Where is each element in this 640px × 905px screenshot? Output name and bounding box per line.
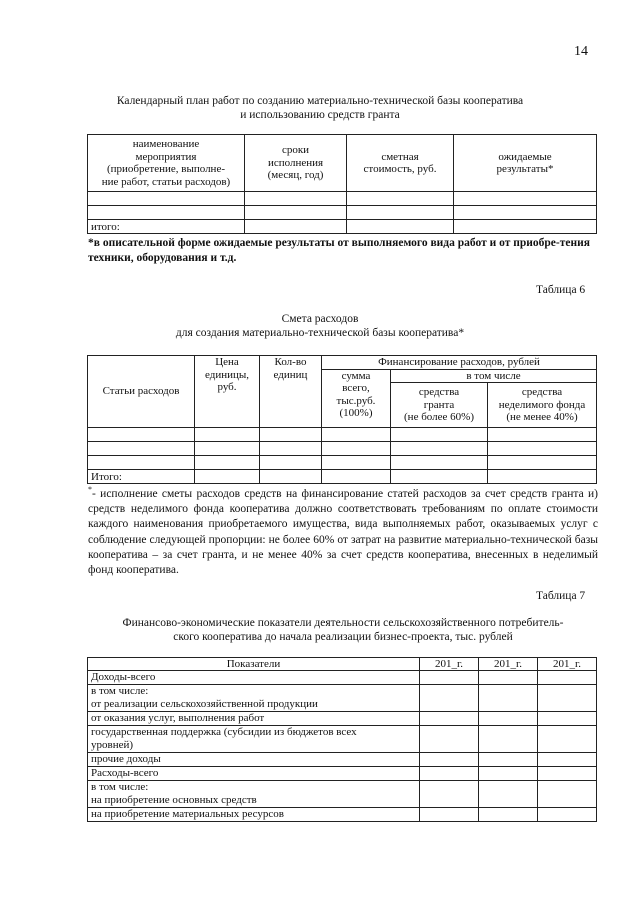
header-line: ние работ, статьи расходов) xyxy=(101,175,231,188)
table-cell[interactable] xyxy=(88,442,195,456)
table-cell[interactable] xyxy=(88,192,245,206)
table-cell[interactable] xyxy=(88,456,195,470)
table-cell[interactable] xyxy=(488,456,597,470)
plan-title-line2: и использованию средств гранта xyxy=(240,109,400,121)
budget-col-financing: Финансирование расходов, рублей xyxy=(322,356,597,370)
table-cell[interactable] xyxy=(322,456,391,470)
row-label-line: от оказания услуг, выполнения работ xyxy=(91,712,265,724)
table-cell[interactable] xyxy=(538,808,597,822)
header-line: тыс.руб. xyxy=(336,394,376,407)
header-line: единиц xyxy=(273,368,308,381)
table-cell[interactable] xyxy=(88,206,245,220)
table-row xyxy=(88,456,597,470)
budget-footnote-text: - исполнение сметы расходов средств на финансирование статей расходов за счет средств гранта и) средств неделимого фонда кооператива должно соответствовать требованиям по оплате стоимости каждого наименования приобретаемого имущества, вида выполняемых работ, оказываемых услуг с соблюдение следующей пропорции: не более 60% от затрат на развитие материально-технической базы кооператива – за счет гранта, и не менее 40% за счет средств кооператива, внесенных в неделимый фонд кооператива. xyxy=(88,487,598,577)
table-cell[interactable] xyxy=(245,192,347,206)
indicators-header-row xyxy=(88,658,597,671)
table-cell[interactable] xyxy=(479,671,538,685)
table6-title xyxy=(100,312,540,340)
header-line: мероприятия xyxy=(135,150,197,163)
table-row xyxy=(88,726,597,753)
table-cell[interactable] xyxy=(260,428,322,442)
table-row xyxy=(88,685,597,712)
header-line: средства xyxy=(521,386,563,399)
table-cell[interactable] xyxy=(391,456,488,470)
table-cell[interactable] xyxy=(88,428,195,442)
table-cell[interactable] xyxy=(260,442,322,456)
header-line: единицы, xyxy=(204,368,250,381)
header-line: (не более 60%) xyxy=(404,411,474,424)
row-label xyxy=(88,671,420,685)
header-line: (не менее 40%) xyxy=(506,411,578,424)
table-cell[interactable] xyxy=(538,712,597,726)
budget-footnote-mark: * xyxy=(88,485,92,494)
plan-title xyxy=(100,94,540,122)
table-row xyxy=(88,781,597,808)
plan-col-results xyxy=(454,135,597,192)
table-cell[interactable] xyxy=(420,726,479,753)
header-line: результаты* xyxy=(496,163,554,175)
table-cell[interactable] xyxy=(538,685,597,712)
header-line: Кол-во xyxy=(274,356,307,368)
budget-header-row-1 xyxy=(88,356,597,370)
table-cell[interactable] xyxy=(488,428,597,442)
table-cell[interactable] xyxy=(322,428,391,442)
row-label-line: в том числе: xyxy=(91,781,149,793)
header-line: сметная xyxy=(381,150,419,163)
page-number: 14 xyxy=(574,44,588,59)
table-row xyxy=(88,206,597,220)
row-label-line: Расходы-всего xyxy=(91,767,159,779)
table-row xyxy=(88,671,597,685)
table7-title xyxy=(88,616,598,644)
header-line: руб. xyxy=(217,381,237,393)
table-cell[interactable] xyxy=(538,767,597,781)
row-label-line: Доходы-всего xyxy=(91,671,156,683)
table-row xyxy=(88,753,597,767)
table-cell[interactable] xyxy=(347,206,454,220)
indicators-table xyxy=(87,657,597,822)
row-label-line: государственная поддержка (субсидии из бюджетов всех xyxy=(91,726,357,738)
table-cell[interactable] xyxy=(245,206,347,220)
table-cell[interactable] xyxy=(391,428,488,442)
table-cell[interactable] xyxy=(479,753,538,767)
table6-title-line2: для создания материально-технической базы кооператива* xyxy=(175,327,465,339)
header-line: наименование xyxy=(132,138,200,150)
header-line: (месяц, год) xyxy=(267,169,324,182)
table-cell[interactable] xyxy=(420,781,479,808)
table-cell[interactable] xyxy=(420,767,479,781)
row-label xyxy=(88,712,420,726)
table-cell[interactable] xyxy=(538,671,597,685)
plan-col-dates xyxy=(245,135,347,192)
row-label xyxy=(88,753,420,767)
budget-table xyxy=(87,355,597,484)
table-row xyxy=(88,712,597,726)
table-cell[interactable] xyxy=(420,753,479,767)
header-line: (приобретение, выполне- xyxy=(106,163,225,175)
header-line: Цена xyxy=(215,356,239,368)
table-cell[interactable] xyxy=(454,192,597,206)
header-line: исполнения xyxy=(267,156,324,169)
budget-col-including: в том числе xyxy=(391,369,597,383)
table-row xyxy=(88,192,597,206)
header-line: неделимого фонда xyxy=(498,398,586,411)
row-label-line: на приобретение материальных ресурсов xyxy=(91,808,284,820)
table-cell[interactable] xyxy=(195,428,260,442)
plan-header-row xyxy=(88,135,597,192)
table6-title-line1: Смета расходов xyxy=(281,313,359,325)
table-cell[interactable] xyxy=(479,726,538,753)
table7-title-line2: ского кооператива до начала реализации бизнес-проекта, тыс. рублей xyxy=(173,631,513,643)
plan-footnote: *в описательной форме ожидаемые результаты от выполняемого вида работ и от приобре-тения техники, оборудования и т.д. xyxy=(88,237,590,264)
budget-col-qty xyxy=(260,356,322,428)
budget-col-indivisible xyxy=(488,383,597,428)
table-cell[interactable] xyxy=(195,456,260,470)
table-cell[interactable] xyxy=(420,712,479,726)
indicators-col-year: 201_г. xyxy=(420,658,479,671)
table-row xyxy=(88,442,597,456)
plan-total-row xyxy=(88,220,597,234)
table-cell[interactable] xyxy=(454,220,597,234)
indicators-col-year: 201_г. xyxy=(479,658,538,671)
header-line: ожидаемые xyxy=(498,150,552,163)
row-label xyxy=(88,685,420,712)
header-line: гранта xyxy=(423,398,455,411)
table-cell[interactable] xyxy=(479,808,538,822)
table-row xyxy=(88,808,597,822)
budget-col-price xyxy=(195,356,260,428)
table-cell[interactable] xyxy=(479,685,538,712)
table-cell[interactable] xyxy=(538,726,597,753)
table-cell[interactable] xyxy=(347,220,454,234)
table-cell[interactable] xyxy=(245,220,347,234)
table-row xyxy=(88,428,597,442)
table6-label: Таблица 6 xyxy=(536,284,586,296)
table-cell[interactable] xyxy=(195,442,260,456)
table-cell[interactable] xyxy=(347,192,454,206)
table-cell[interactable] xyxy=(420,685,479,712)
row-label xyxy=(88,808,420,822)
table-cell[interactable] xyxy=(479,781,538,808)
header-line: всего, xyxy=(342,382,370,394)
row-label-line: в том числе: xyxy=(91,685,149,697)
table-cell[interactable] xyxy=(538,781,597,808)
budget-col-items: Статьи расходов xyxy=(88,356,195,428)
table-cell[interactable] xyxy=(420,671,479,685)
plan-total-label: итого: xyxy=(88,220,245,234)
table-cell[interactable] xyxy=(322,442,391,456)
row-label-line: уровней) xyxy=(91,739,134,751)
budget-col-grant xyxy=(391,383,488,428)
row-label xyxy=(88,767,420,781)
budget-total-label: Итого: xyxy=(88,470,195,484)
table-cell[interactable] xyxy=(538,753,597,767)
header-line: стоимость, руб. xyxy=(363,163,437,175)
row-label-line: прочие доходы xyxy=(91,753,161,765)
header-line: сроки xyxy=(281,144,310,157)
budget-footnote xyxy=(88,482,598,579)
row-label xyxy=(88,726,420,753)
plan-title-line1: Календарный план работ по созданию материально-технической базы кооператива xyxy=(116,95,524,107)
table-cell[interactable] xyxy=(488,442,597,456)
table-cell[interactable] xyxy=(479,712,538,726)
indicators-col-year: 201_г. xyxy=(538,658,597,671)
header-line: (100%) xyxy=(339,407,373,419)
table7-title-line1: Финансово-экономические показатели деятельности сельскохозяйственного потребитель- xyxy=(122,617,564,629)
table-cell[interactable] xyxy=(479,767,538,781)
table-cell[interactable] xyxy=(420,808,479,822)
table-cell[interactable] xyxy=(391,442,488,456)
table-cell[interactable] xyxy=(454,206,597,220)
indicators-col-name: Показатели xyxy=(88,658,420,671)
header-line: сумма xyxy=(341,369,371,382)
row-label-line: от реализации сельскохозяйственной продукции xyxy=(91,698,318,710)
budget-col-total xyxy=(322,369,391,428)
row-label-line: на приобретение основных средств xyxy=(91,794,257,806)
table-row xyxy=(88,767,597,781)
row-label xyxy=(88,781,420,808)
plan-table xyxy=(87,134,597,234)
table-cell[interactable] xyxy=(260,456,322,470)
table7-label: Таблица 7 xyxy=(536,590,586,602)
plan-col-activity xyxy=(88,135,245,192)
plan-col-cost xyxy=(347,135,454,192)
header-line: средства xyxy=(418,386,460,399)
